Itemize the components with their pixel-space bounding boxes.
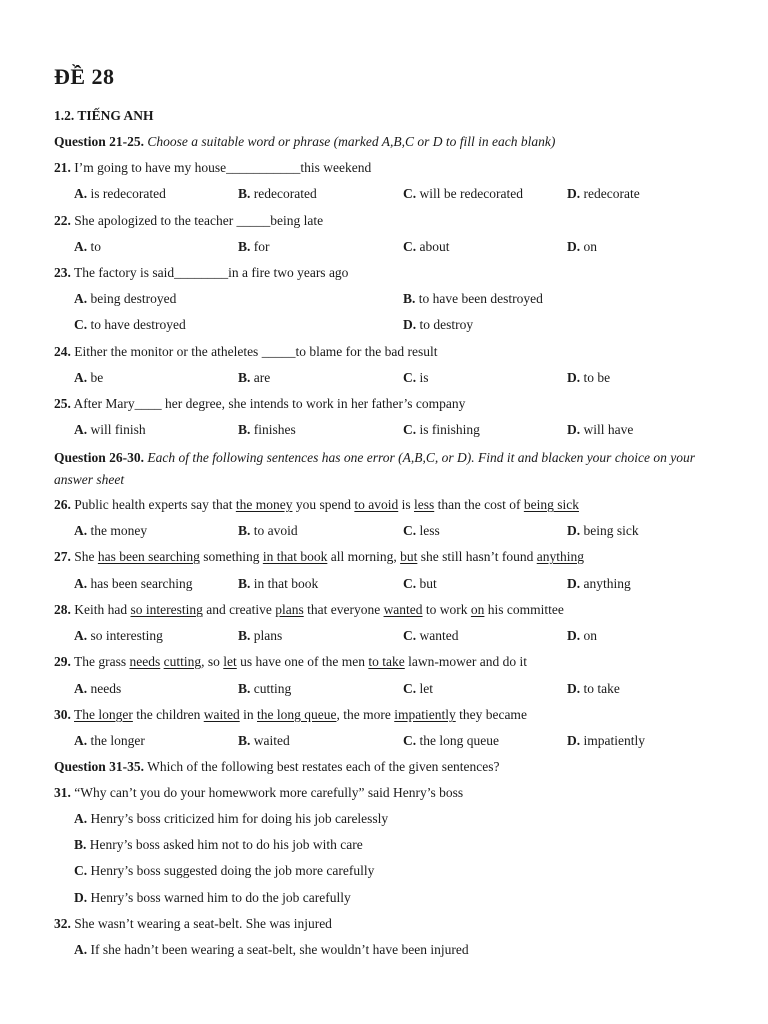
underlined-part-b: waited (203, 707, 240, 722)
section-heading-26-30: Question 26-30. Each of the following sentences has one error (A,B,C, or D). Find it and blacken your choice on your answer sheet (54, 450, 696, 487)
underlined-part-a: has been searching (97, 549, 200, 564)
option-30-d[interactable]: D. impatiently (567, 733, 645, 748)
option-29-c[interactable]: C. let (403, 681, 433, 696)
option-28-a[interactable]: A. so interesting (74, 628, 163, 643)
option-21-c[interactable]: C. will be redecorated (403, 186, 523, 201)
underlined-part-d: being sick (523, 497, 579, 512)
underlined-part-b: cutting (163, 654, 202, 669)
option-23-b[interactable]: B. to have been destroyed (403, 291, 543, 306)
question-30: 30. The longer the children waited in the long queue, the more impatiently they became (54, 707, 527, 722)
underlined-part-c: but (400, 549, 418, 564)
underlined-part-c: wanted (383, 602, 423, 617)
option-24-a[interactable]: A. be (74, 370, 104, 385)
underlined-part-b: in that book (262, 549, 328, 564)
option-26-c[interactable]: C. less (403, 523, 440, 538)
option-26-a[interactable]: A. the money (74, 523, 148, 538)
option-31-d[interactable]: D. Henry’s boss warned him to do the job carefully (74, 890, 351, 905)
question-25: 25. After Mary____ her degree, she intends to work in her father’s company (54, 396, 466, 411)
option-27-b[interactable]: B. in that book (238, 576, 319, 591)
question-26: 26. Public health experts say that the money you spend to avoid is less than the cost of being sick (54, 497, 579, 512)
question-32: 32. She wasn’t wearing a seat-belt. She was injured (54, 916, 332, 931)
option-21-b[interactable]: B. redecorated (238, 186, 317, 201)
option-26-d[interactable]: D. being sick (567, 523, 639, 538)
underlined-part-c: the long queue (257, 707, 337, 722)
underlined-part-a: the money (235, 497, 293, 512)
option-28-d[interactable]: D. on (567, 628, 597, 643)
option-25-d[interactable]: D. will have (567, 422, 634, 437)
option-27-c[interactable]: C. but (403, 576, 437, 591)
option-30-b[interactable]: B. waited (238, 733, 290, 748)
option-27-a[interactable]: A. has been searching (74, 576, 193, 591)
underlined-part-d: to take (368, 654, 405, 669)
question-23: 23. The factory is said________in a fire two years ago (54, 265, 349, 280)
option-22-d[interactable]: D. on (567, 239, 597, 254)
option-31-b[interactable]: B. Henry’s boss asked him not to do his job with care (74, 837, 363, 852)
option-22-c[interactable]: C. about (403, 239, 450, 254)
underlined-part-a: so interesting (130, 602, 203, 617)
option-31-a[interactable]: A. Henry’s boss criticized him for doing his job carelessly (74, 811, 389, 826)
underlined-part-b: to avoid (354, 497, 399, 512)
option-21-a[interactable]: A. is redecorated (74, 186, 166, 201)
question-22: 22. She apologized to the teacher _____being late (54, 213, 324, 228)
option-25-b[interactable]: B. finishes (238, 422, 296, 437)
underlined-part-d: on (470, 602, 485, 617)
section-heading-31-35: Question 31-35. Which of the following best restates each of the given sentences? (54, 759, 500, 774)
underlined-part-d: anything (536, 549, 584, 564)
question-21: 21. I’m going to have my house___________this weekend (54, 160, 372, 175)
option-28-c[interactable]: C. wanted (403, 628, 459, 643)
question-27: 27. She has been searching something in that book all morning, but she still hasn’t found anything (54, 549, 584, 564)
option-26-b[interactable]: B. to avoid (238, 523, 298, 538)
page-title: ĐỀ 28 (54, 64, 115, 89)
option-25-a[interactable]: A. will finish (74, 422, 146, 437)
question-31: 31. “Why can’t you do your homewwork more carefully” said Henry’s boss (54, 785, 464, 800)
option-24-b[interactable]: B. are (238, 370, 271, 385)
underlined-part-a: needs (129, 654, 161, 669)
option-24-c[interactable]: C. is (403, 370, 429, 385)
option-23-c[interactable]: C. to have destroyed (74, 317, 186, 332)
option-23-d[interactable]: D. to destroy (403, 317, 474, 332)
option-31-c[interactable]: C. Henry’s boss suggested doing the job more carefully (74, 863, 375, 878)
option-29-a[interactable]: A. needs (74, 681, 122, 696)
question-24: 24. Either the monitor or the atheletes _____to blame for the bad result (54, 344, 438, 359)
underlined-part-c: less (413, 497, 435, 512)
option-22-b[interactable]: B. for (238, 239, 270, 254)
option-29-b[interactable]: B. cutting (238, 681, 292, 696)
option-27-d[interactable]: D. anything (567, 576, 631, 591)
option-22-a[interactable]: A. to (74, 239, 102, 254)
question-29: 29. The grass needs cutting, so let us have one of the men to take lawn-mower and do it (54, 654, 527, 669)
underlined-part-c: let (223, 654, 237, 669)
option-30-a[interactable]: A. the longer (74, 733, 145, 748)
option-23-a[interactable]: A. being destroyed (74, 291, 177, 306)
question-28: 28. Keith had so interesting and creative plans that everyone wanted to work on his committee (54, 602, 564, 617)
option-24-d[interactable]: D. to be (567, 370, 611, 385)
option-29-d[interactable]: D. to take (567, 681, 620, 696)
section-heading-21-25: Question 21-25. Choose a suitable word or phrase (marked A,B,C or D to fill in each blank) (54, 134, 556, 149)
option-28-b[interactable]: B. plans (238, 628, 283, 643)
subsection-heading: 1.2. TIẾNG ANH (54, 108, 154, 123)
underlined-part-d: impatiently (394, 707, 456, 722)
option-30-c[interactable]: C. the long queue (403, 733, 499, 748)
option-21-d[interactable]: D. redecorate (567, 186, 640, 201)
underlined-part-a: The longer (74, 707, 133, 722)
option-32-a[interactable]: A. If she hadn’t been wearing a seat-belt, she wouldn’t have been injured (74, 942, 469, 957)
option-25-c[interactable]: C. is finishing (403, 422, 480, 437)
underlined-part-b: plans (275, 602, 304, 617)
